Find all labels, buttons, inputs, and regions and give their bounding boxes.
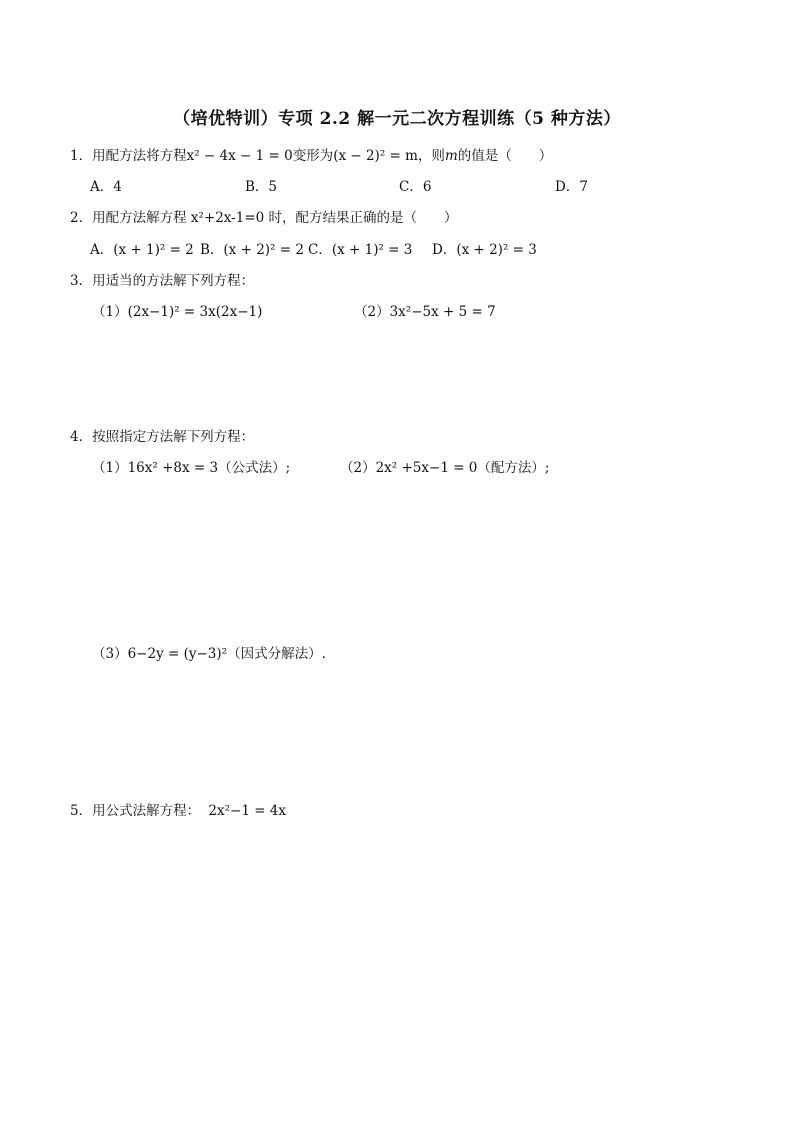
question-1 (70, 144, 552, 164)
question-4-part-2: （2）2x² +5x−1 = 0（配方法）; (340, 460, 550, 476)
question-1-number: 1． (70, 148, 93, 164)
question-1-text-d: 的值是（ ） (457, 148, 553, 164)
question-1-option-d: D．7 (555, 179, 588, 195)
question-4-text: 按照指定方法解下列方程： (92, 429, 255, 445)
question-5-text: 用公式法解方程： (92, 803, 201, 819)
question-1-text-c: ，则 (417, 148, 445, 164)
question-3-number: 3． (70, 273, 93, 289)
question-1-text-a: 用配方法将方程 (92, 148, 187, 164)
question-5 (70, 799, 286, 819)
page-title: （培优特训）专项 2.2 解一元二次方程训练（5 种方法） (173, 109, 621, 129)
question-4-part-1: （1）16x² +8x = 3（公式法）; (92, 460, 291, 476)
question-2-option-a: A．(x + 1)² = 2 (90, 242, 194, 258)
question-4 (70, 425, 254, 445)
question-2-option-c: C．(x + 1)² = 3 (308, 242, 413, 258)
question-2-option-d: D．(x + 2)² = 3 (432, 242, 537, 258)
question-1-text-b: 变形为 (292, 148, 334, 164)
question-3 (70, 269, 254, 289)
question-5-equation: 2x²−1 = 4x (208, 803, 287, 819)
question-4-number: 4． (70, 429, 93, 445)
question-4-part-3: （3）6−2y = (y−3)²（因式分解法）. (92, 646, 326, 662)
question-1-equation: x² − 4x − 1 = 0 (186, 148, 293, 164)
question-1-option-b: B．5 (245, 179, 278, 195)
question-3-text: 用适当的方法解下列方程： (92, 273, 255, 289)
question-1-option-a: A．4 (90, 179, 122, 195)
question-1-target-form: (x − 2)² = m (333, 148, 418, 164)
question-3-part-2: （2）3x²−5x + 5 = 7 (354, 304, 496, 320)
question-2-text: 用配方法解方程 x²+2x-1=0 时，配方结果正确的是（ ） (92, 210, 458, 226)
question-2 (70, 206, 458, 226)
question-3-part-1: （1）(2x−1)² = 3x(2x−1) (92, 304, 263, 320)
question-5-number: 5． (70, 803, 93, 819)
question-1-option-c: C．6 (399, 179, 432, 195)
question-2-option-b: B．(x + 2)² = 2 (200, 242, 304, 258)
question-2-number: 2． (70, 210, 93, 226)
question-1-variable: m (444, 148, 458, 164)
